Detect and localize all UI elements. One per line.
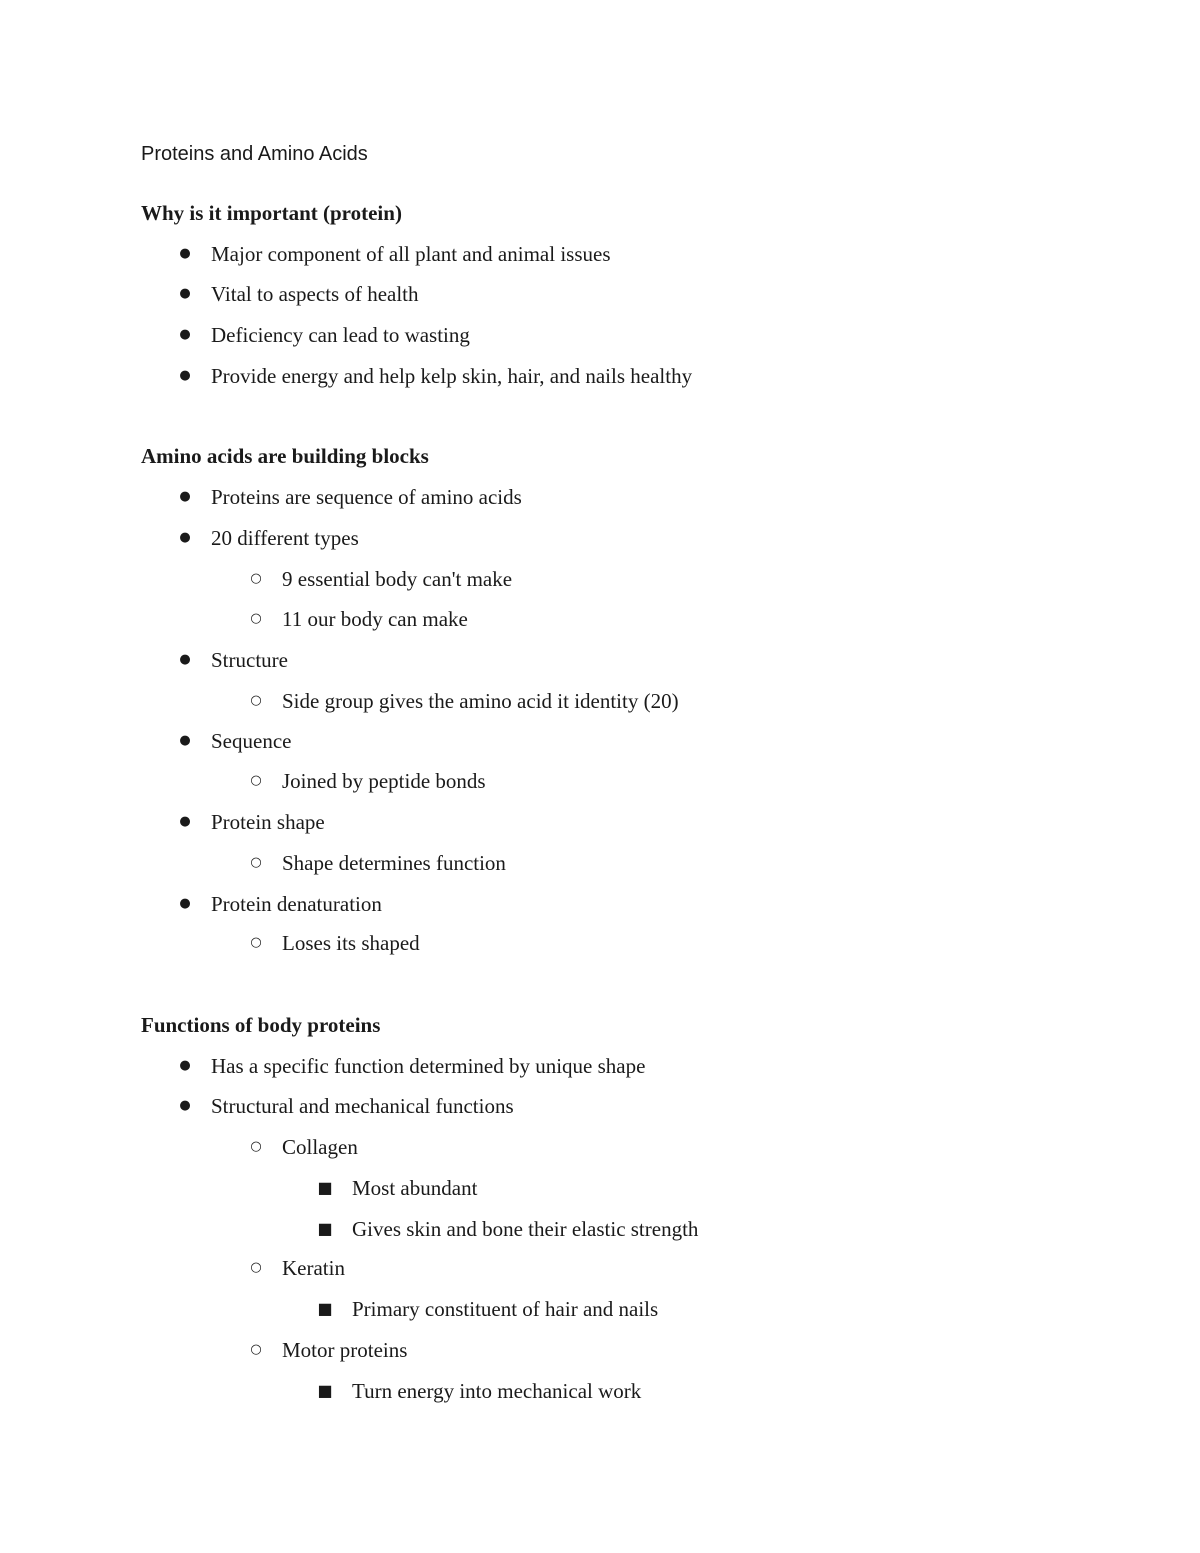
list-item: Structural and mechanical functions <box>211 1094 514 1118</box>
bullet-circle-icon: ○ <box>250 1342 262 1357</box>
list-item: 20 different types <box>211 526 359 550</box>
bullet-disc-icon: ● <box>179 246 191 261</box>
list-item: Protein shape <box>211 810 325 834</box>
bullet-disc-icon: ● <box>179 1098 191 1113</box>
list-item: Collagen <box>282 1135 358 1159</box>
list-item: Turn energy into mechanical work <box>352 1379 642 1403</box>
bullet-disc-icon: ● <box>179 1058 191 1073</box>
bullet-disc-icon: ● <box>179 327 191 342</box>
bullet-circle-icon: ○ <box>250 693 262 708</box>
bullet-disc-icon: ● <box>179 489 191 504</box>
bullet-disc-icon: ● <box>179 814 191 829</box>
list-item: Gives skin and bone their elastic strength <box>352 1217 699 1241</box>
document-title: Proteins and Amino Acids <box>141 143 368 165</box>
list-item: Proteins are sequence of amino acids <box>211 485 522 509</box>
bullet-disc-icon: ● <box>179 652 191 667</box>
bullet-circle-icon: ○ <box>250 1139 262 1154</box>
list-item: Structure <box>211 648 288 672</box>
bullet-disc-icon: ● <box>179 286 191 301</box>
list-item: Sequence <box>211 729 292 753</box>
list-item: Most abundant <box>352 1176 478 1200</box>
bullet-square-icon: ■ <box>317 1381 333 1400</box>
bullet-disc-icon: ● <box>179 368 191 383</box>
list-item: Primary constituent of hair and nails <box>352 1297 659 1321</box>
list-item: Major component of all plant and animal issues <box>211 242 611 266</box>
bullet-disc-icon: ● <box>179 530 191 545</box>
bullet-circle-icon: ○ <box>250 935 262 950</box>
list-item: Shape determines function <box>282 851 506 875</box>
list-item: Loses its shaped <box>282 931 420 955</box>
bullet-circle-icon: ○ <box>250 611 262 626</box>
bullet-disc-icon: ● <box>179 733 191 748</box>
list-item: 9 essential body can't make <box>282 567 513 591</box>
list-item: Motor proteins <box>282 1338 408 1362</box>
list-item: Deficiency can lead to wasting <box>211 323 470 347</box>
bullet-square-icon: ■ <box>317 1219 333 1238</box>
bullet-circle-icon: ○ <box>250 773 262 788</box>
list-item: Keratin <box>282 1256 345 1280</box>
list-item: Protein denaturation <box>211 892 382 916</box>
list-item: Vital to aspects of health <box>211 282 419 306</box>
list-item: Joined by peptide bonds <box>282 769 486 793</box>
bullet-circle-icon: ○ <box>250 571 262 586</box>
bullet-square-icon: ■ <box>317 1178 333 1197</box>
bullet-disc-icon: ● <box>179 896 191 911</box>
list-item: 11 our body can make <box>282 607 468 631</box>
section-heading-amino-acids: Amino acids are building blocks <box>141 444 429 468</box>
section-heading-functions: Functions of body proteins <box>141 1013 381 1037</box>
list-item: Provide energy and help kelp skin, hair, and nails healthy <box>211 364 693 388</box>
bullet-square-icon: ■ <box>317 1299 333 1318</box>
bullet-circle-icon: ○ <box>250 855 262 870</box>
list-item: Has a specific function determined by unique shape <box>211 1054 646 1078</box>
list-item: Side group gives the amino acid it identity (20) <box>282 689 679 713</box>
section-heading-importance: Why is it important (protein) <box>141 201 402 225</box>
bullet-circle-icon: ○ <box>250 1260 262 1275</box>
